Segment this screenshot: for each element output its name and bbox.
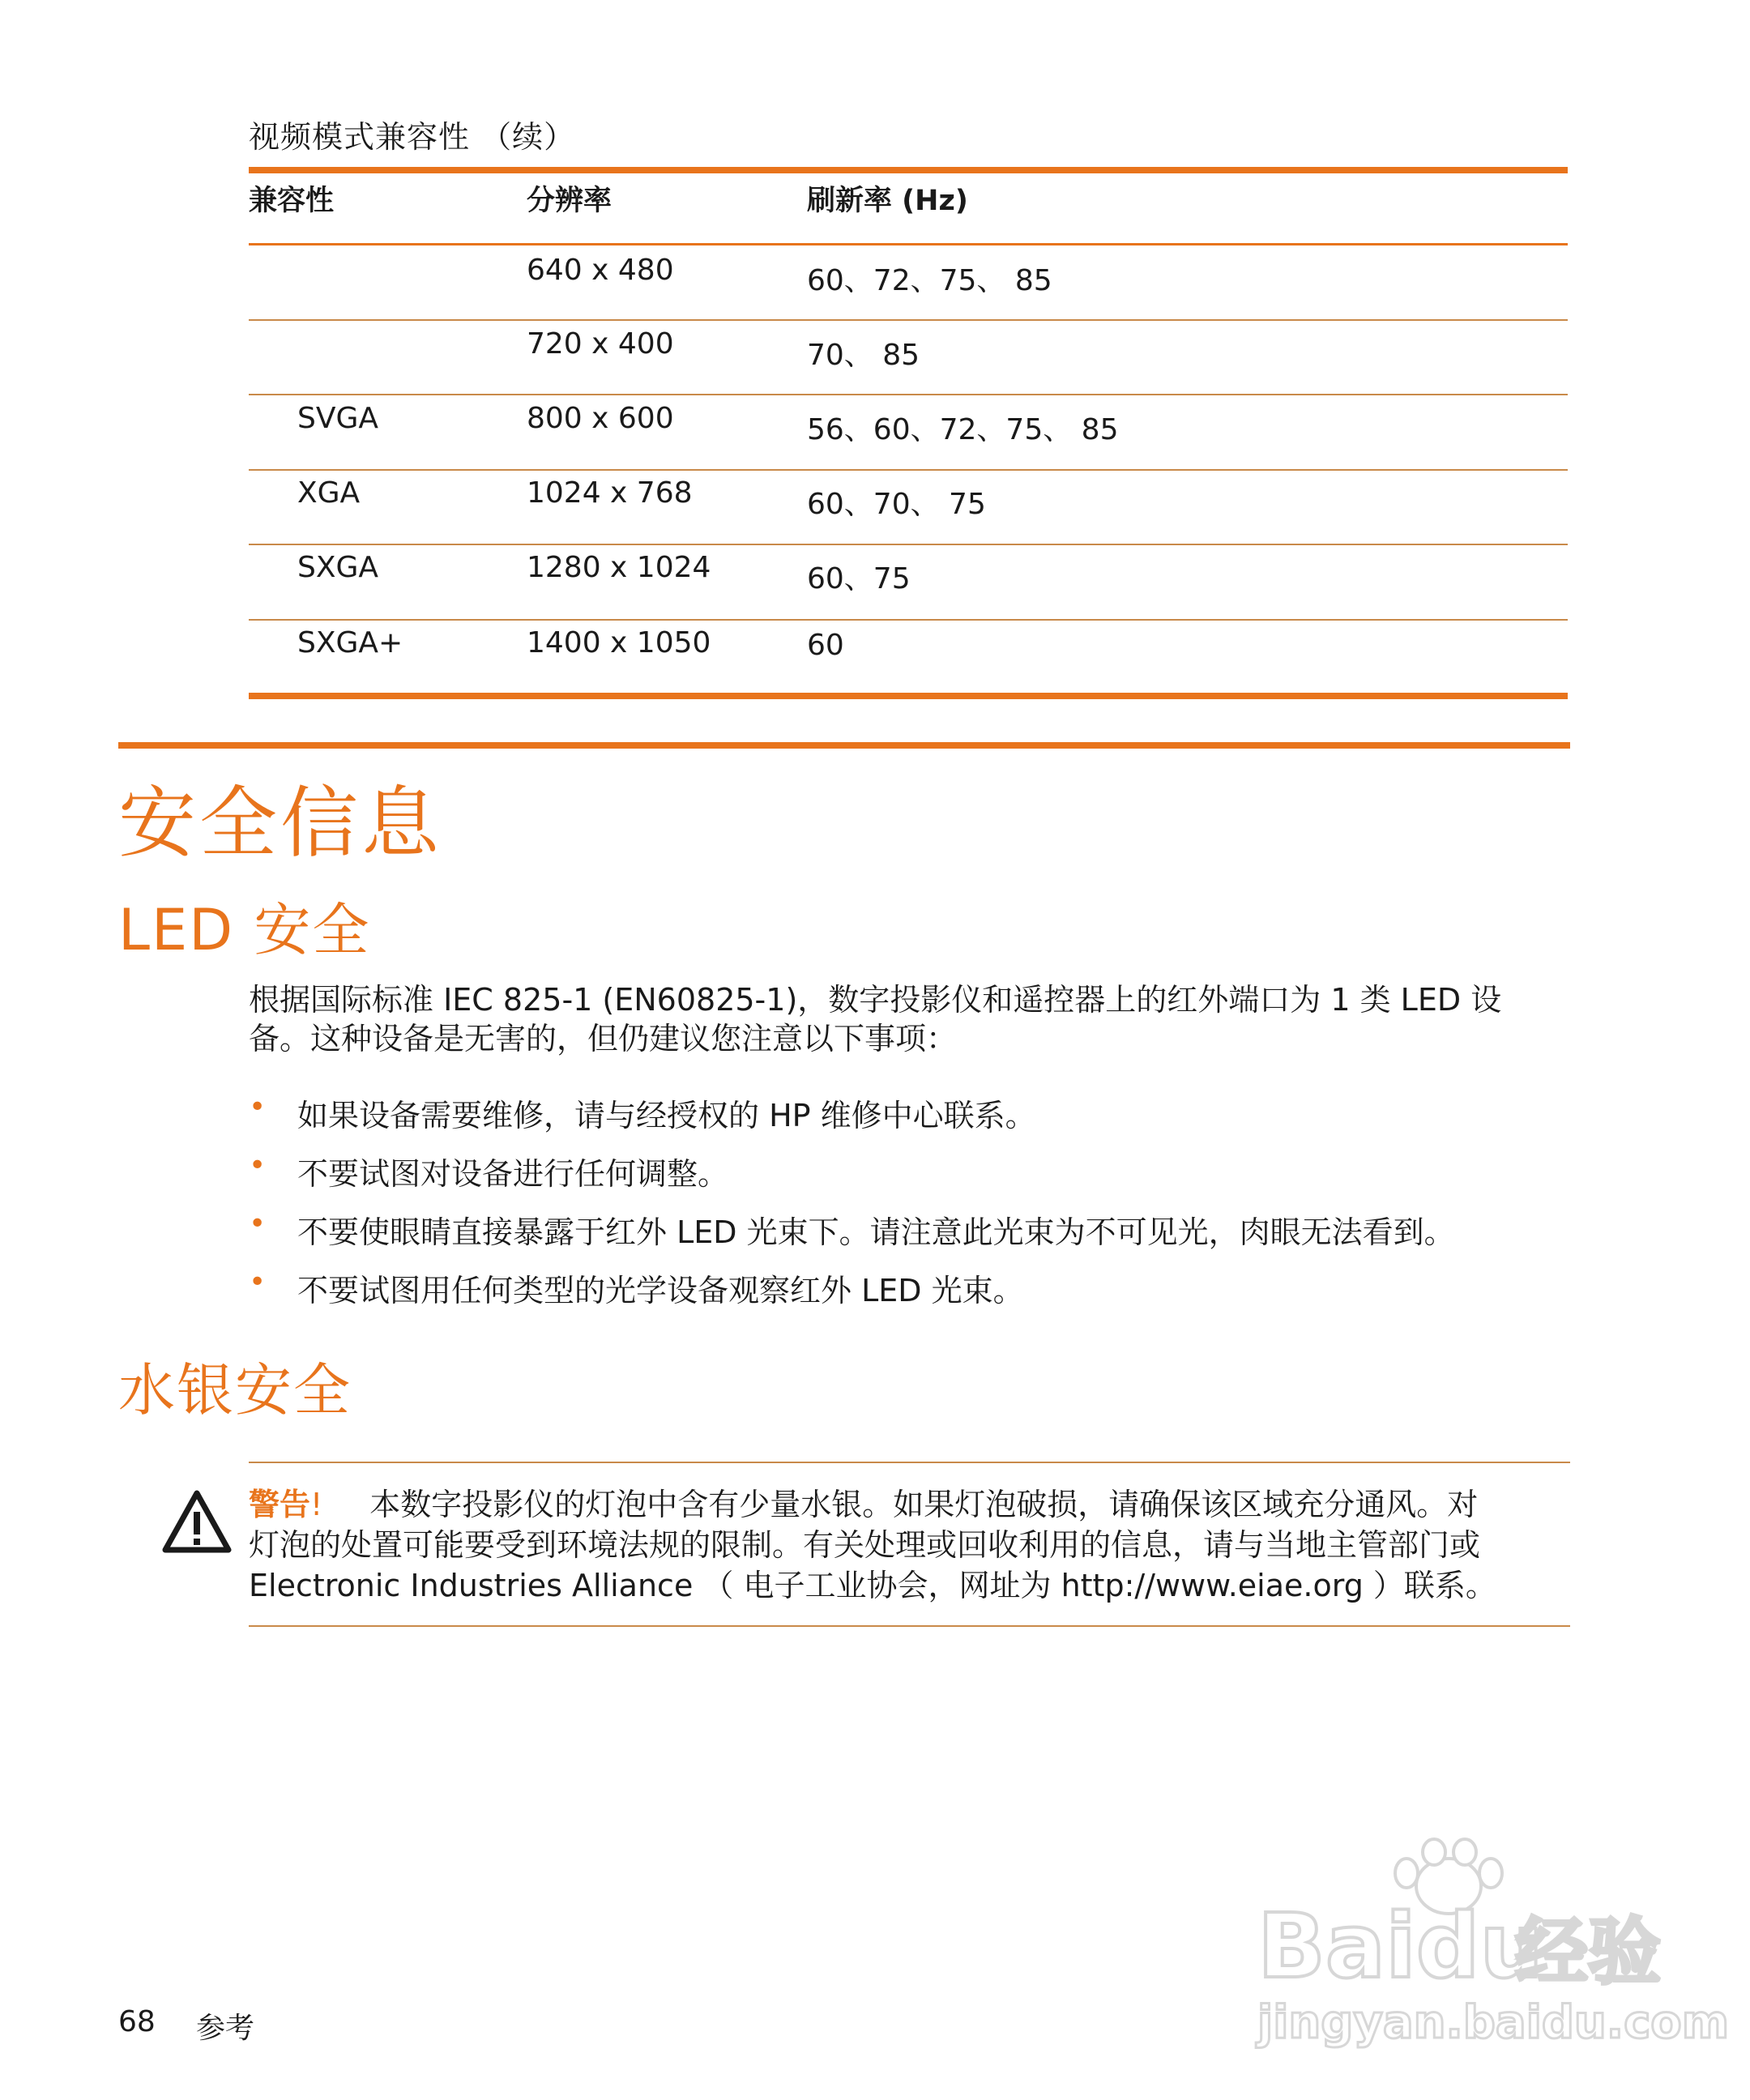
warning-line-3: Electronic Industries Alliance （ 电子工业协会，网址为 http://www.eiae.org ）联系。 xyxy=(249,1568,1496,1603)
warning-top-rule xyxy=(249,1462,1570,1463)
led-intro-line-2: 备。这种设备是无害的，但仍建议您注意以下事项： xyxy=(249,1021,958,1056)
watermark-product: 经验 xyxy=(1515,1910,1661,1995)
bullet-icon: • xyxy=(249,1091,267,1124)
row-2-resolution: 720 x 400 xyxy=(527,327,674,361)
row-5-refresh: 60、75 xyxy=(807,562,911,595)
warning-label: 警告 xyxy=(249,1487,311,1522)
table-top-rule xyxy=(249,167,1568,173)
row-divider xyxy=(249,544,1568,545)
row-1-refresh: 60、72、75、 85 xyxy=(807,264,1052,297)
warning-line-1-text: 本数字投影仪的灯泡中含有少量水银。如果灯泡破损，请确保该区域充分通风。对 xyxy=(369,1487,1479,1522)
row-5-compat: SXGA xyxy=(297,551,379,584)
header-refresh-rate: 刷新率 (Hz) xyxy=(807,185,968,217)
bullet-item: 不要试图对设备进行任何调整。 xyxy=(297,1156,729,1192)
header-resolution: 分辨率 xyxy=(527,185,612,217)
row-2-refresh: 70、 85 xyxy=(807,339,920,372)
row-3-refresh: 56、60、72、75、 85 xyxy=(807,413,1119,446)
watermark-brand: Baidu xyxy=(1257,1894,1543,1998)
row-6-compat: SXGA+ xyxy=(297,626,403,659)
header-rule xyxy=(249,243,1568,245)
led-intro-paragraph xyxy=(249,980,1545,1058)
row-4-compat: XGA xyxy=(297,476,361,510)
row-6-refresh: 60 xyxy=(807,629,844,662)
mercury-safety-heading: 水银安全 xyxy=(118,1357,352,1423)
page-number: 68 xyxy=(118,2005,156,2038)
warning-message xyxy=(249,1484,1577,1606)
led-safety-heading: LED 安全 xyxy=(118,897,371,963)
bullet-icon: • xyxy=(249,1266,267,1299)
row-5-resolution: 1280 x 1024 xyxy=(527,551,711,584)
bullet-item: 如果设备需要维修，请与经授权的 HP 维修中心联系。 xyxy=(297,1098,1036,1133)
header-compatibility: 兼容性 xyxy=(249,185,335,217)
table-caption: 视频模式兼容性 （续） xyxy=(249,119,576,155)
led-intro-line-1: 根据国际标准 IEC 825-1 (EN60825-1)，数字投影仪和遥控器上的红外端口为 1 类 LED 设 xyxy=(249,982,1502,1018)
row-divider xyxy=(249,619,1568,621)
bullet-item: 不要试图用任何类型的光学设备观察红外 LED 光束。 xyxy=(297,1273,1024,1308)
row-4-resolution: 1024 x 768 xyxy=(527,476,693,510)
section-title: 安全信息 xyxy=(118,778,442,869)
row-divider xyxy=(249,394,1568,395)
warning-line-1 xyxy=(249,1484,1577,1525)
warning-bottom-rule xyxy=(249,1625,1570,1627)
bullet-icon: • xyxy=(249,1149,267,1182)
row-3-resolution: 800 x 600 xyxy=(527,402,674,435)
warning-triangle-icon xyxy=(162,1489,232,1554)
baidu-watermark xyxy=(1248,1839,1730,2050)
watermark-url: jingyan.baidu.com xyxy=(1257,1996,1730,2049)
row-divider xyxy=(249,469,1568,471)
row-6-resolution: 1400 x 1050 xyxy=(527,626,711,659)
row-1-resolution: 640 x 480 xyxy=(527,254,674,287)
warning-mark: ! xyxy=(310,1487,323,1522)
table-bottom-rule xyxy=(249,693,1568,699)
warning-line-2: 灯泡的处置可能要受到环境法规的限制。有关处理或回收利用的信息，请与当地主管部门或 xyxy=(249,1527,1481,1563)
bullet-icon: • xyxy=(249,1207,267,1240)
row-divider xyxy=(249,319,1568,321)
section-rule xyxy=(118,742,1570,749)
footer-section: 参考 xyxy=(196,2012,255,2045)
row-3-compat: SVGA xyxy=(297,402,379,435)
bullet-item: 不要使眼睛直接暴露于红外 LED 光束下。请注意此光束为不可见光，肉眼无法看到。 xyxy=(297,1214,1455,1250)
row-4-refresh: 60、70、 75 xyxy=(807,488,986,521)
